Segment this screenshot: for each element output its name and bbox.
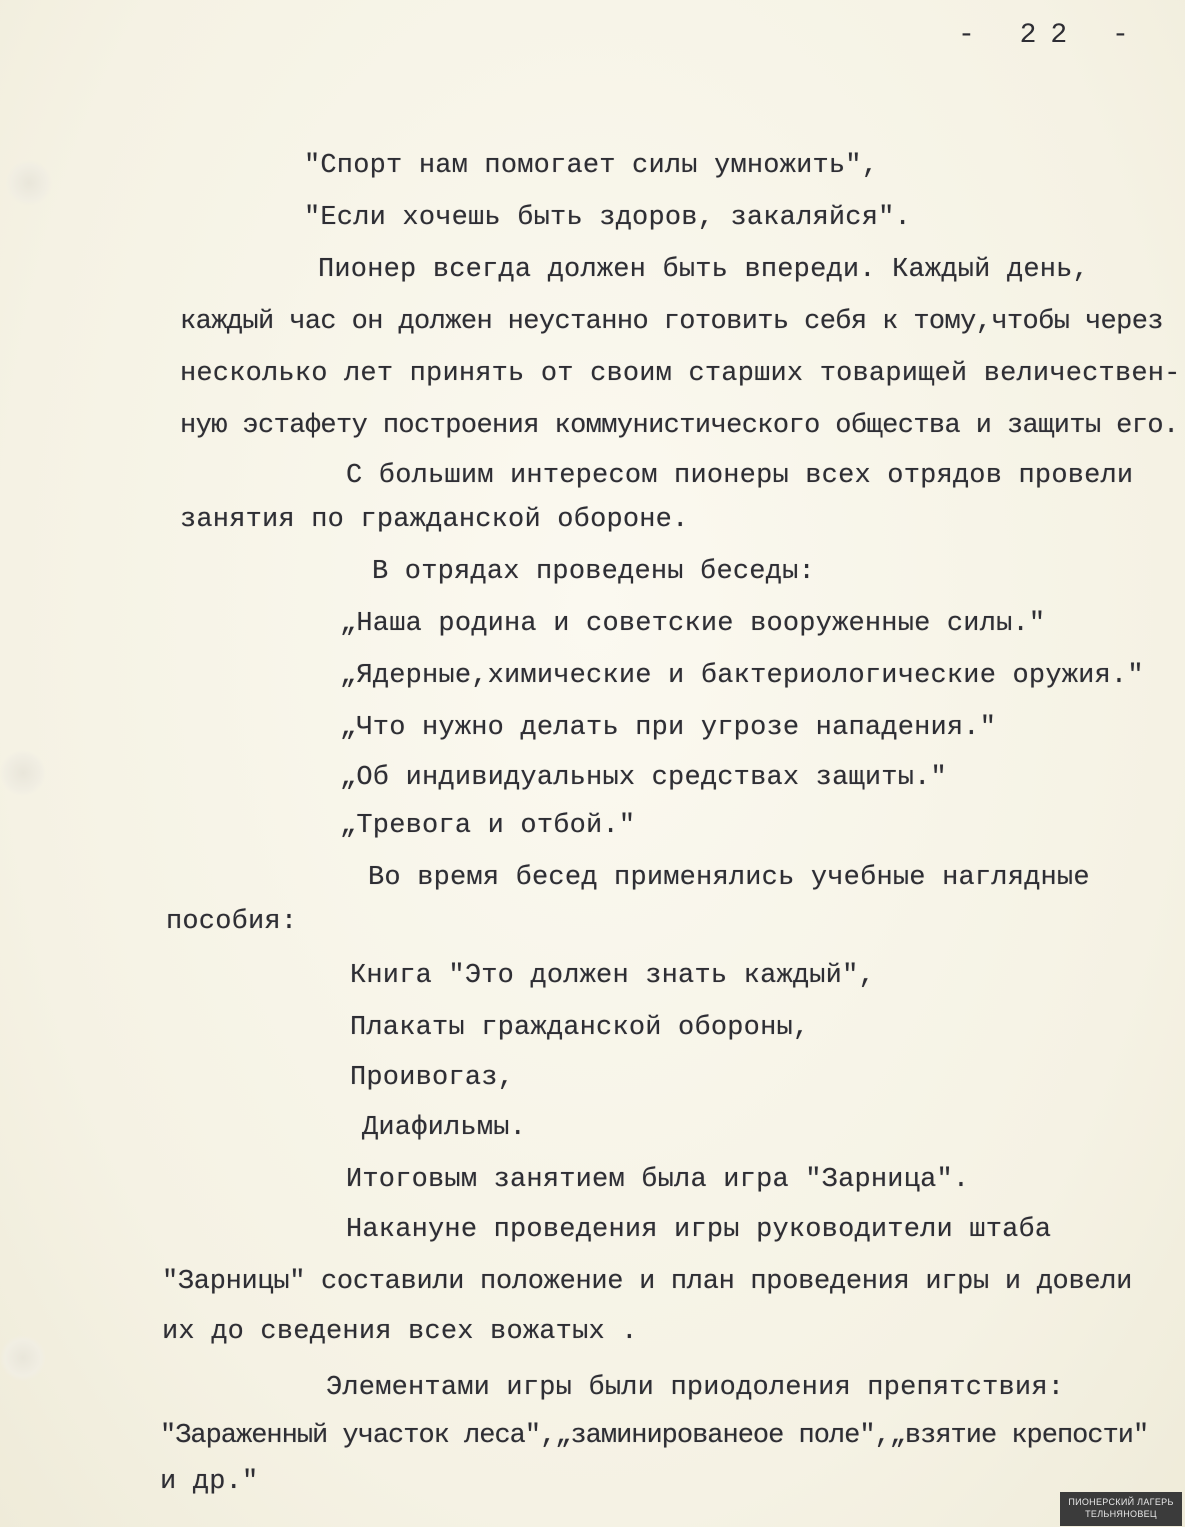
text-line: „Тревога и отбой." <box>340 811 636 841</box>
text-line: Во время бесед применялись учебные наглядные <box>368 863 1090 893</box>
text-line: "Зараженный участок леса",„заминированеое поле",„взятие крепости" <box>160 1421 1149 1451</box>
text-line: Накануне проведения игры руководители штаба <box>346 1215 1052 1245</box>
text-line: Пионер всегда должен быть впереди. Каждый день, <box>318 255 1089 285</box>
text-line: С большим интересом пионеры всех отрядов провели <box>346 461 1134 491</box>
text-line: занятия по гражданской обороне. <box>180 505 689 535</box>
punch-hole-top <box>6 160 52 206</box>
text-line: "Спорт нам помогает силы умножить", <box>304 151 879 181</box>
text-line: В отрядах проведены беседы: <box>372 557 815 587</box>
text-line: Итоговым занятием была игра "Зарница". <box>346 1165 970 1195</box>
text-line: „Наша родина и советские вооруженные силы." <box>340 609 1046 639</box>
stamp-line-1: ПИОНЕРСКИЙ ЛАГЕРЬ <box>1068 1497 1174 1507</box>
text-line: ную эстафету построения коммунистического общества и защиты его. <box>180 411 1179 441</box>
text-line: каждый час он должен неустанно готовить себя к тому,чтобы через <box>180 307 1163 337</box>
archive-stamp <box>1060 1492 1182 1526</box>
page-number: - 22 - <box>958 20 1143 51</box>
text-line: пособия: <box>166 907 298 937</box>
text-line: и др." <box>160 1467 259 1497</box>
text-line: несколько лет принять от своим старших товарищей величествен- <box>180 359 1181 389</box>
text-line: "Зарницы" составили положение и план проведения игры и довели <box>162 1267 1133 1297</box>
text-line: Диафильмы. <box>362 1113 527 1143</box>
text-line: „Что нужно делать при угрозе нападения." <box>340 713 997 743</box>
text-line: Проивогаз, <box>350 1063 515 1093</box>
text-line: Плакаты гражданской обороны, <box>350 1013 810 1043</box>
text-line: Книга "Это должен знать каждый", <box>350 961 875 991</box>
text-line: „Ядерные,химические и бактериологические оружия." <box>340 661 1144 691</box>
punch-hole-bottom <box>0 1335 46 1381</box>
text-line: „Об индивидуальных средствах защиты." <box>340 763 947 793</box>
text-line: Элементами игры были приодоления препятствия: <box>326 1373 1065 1403</box>
text-line: "Если хочешь быть здоров, закаляйся". <box>304 203 911 233</box>
punch-hole-middle <box>0 750 46 796</box>
text-line: их до сведения всех вожатых . <box>162 1317 638 1347</box>
stamp-line-2: ТЕЛЬНЯНОВЕЦ <box>1085 1509 1157 1519</box>
